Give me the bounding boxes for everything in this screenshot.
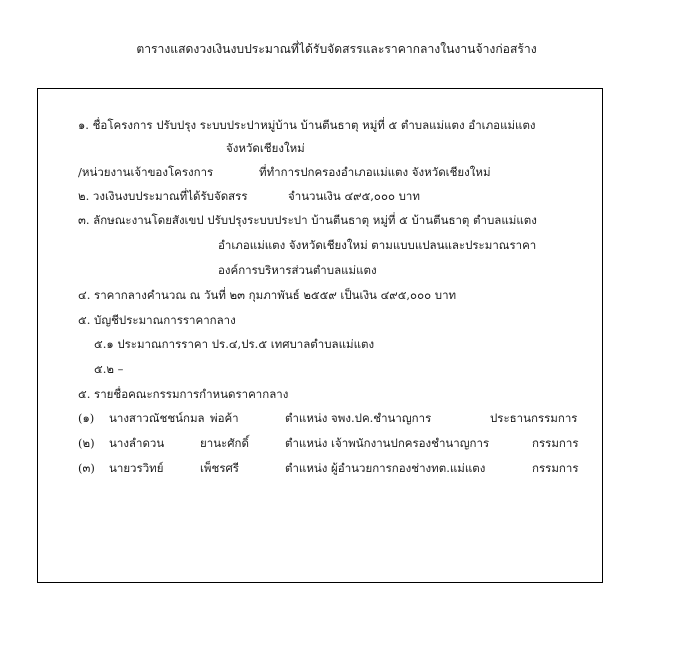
member-first-name: นางลำดวน — [109, 436, 165, 450]
member-number: (๒) — [78, 436, 95, 450]
agency-value: ที่ทำการปกครองอำเภอแม่แตง จังหวัดเชียงใหม่ — [259, 165, 491, 179]
project-name-line1: ๑. ชื่อโครงการ ปรับปรุง ระบบประปาหมู่บ้าน บ้านตีนธาตุ หมู่ที่ ๕ ตำบลแม่แตง อำเภอแม่แตง — [78, 118, 536, 132]
member-last-name: เพ็ชรศรี — [200, 461, 239, 475]
document-title: ตารางแสดงวงเงินงบประมาณที่ได้รับจัดสรรและราคากลางในงานจ้างก่อสร้าง — [136, 42, 537, 56]
member-last-name: ยานะศักดิ์ — [200, 436, 249, 450]
member-position: ตำแหน่ง ผู้อำนวยการกองช่างทต.แม่แตง — [285, 461, 486, 475]
median-price-line: ๔. ราคากลางคำนวณ ณ วันที่ ๒๓ กุมภาพันธ์ ๒๕๕๙ เป็นเงิน ๔๙๕,๐๐๐ บาท — [78, 288, 457, 302]
content-frame — [37, 88, 603, 583]
member-number: (๑) — [78, 411, 95, 425]
member-position: ตำแหน่ง เจ้าพนักงานปกครองชำนาญการ — [285, 436, 490, 450]
budget-value: จำนวนเงิน ๔๙๕,๐๐๐ บาท — [288, 189, 420, 203]
work-description-line3: องค์การบริหารส่วนตำบลแม่แตง — [218, 263, 377, 277]
work-description-line1: ๓. ลักษณะงานโดยสังเขป ปรับปรุงระบบประปา บ้านตีนธาตุ หมู่ที่ ๕ บ้านตีนธาตุ ตำบลแม่แตง — [78, 213, 537, 227]
project-name-line2: จังหวัดเชียงใหม่ — [226, 141, 305, 155]
member-number: (๓) — [78, 461, 95, 475]
member-role: กรรมการ — [532, 461, 579, 475]
member-last-name: พ่อค้า — [210, 411, 239, 425]
member-role: ประธานกรรมการ — [490, 411, 578, 425]
work-description-line2: อำเภอแม่แตง จังหวัดเชียงใหม่ ตามแบบแปลนและประมาณราคา — [218, 238, 537, 252]
budget-label: ๒. วงเงินงบประมาณที่ได้รับจัดสรร — [78, 189, 248, 203]
member-first-name: นายวรวิทย์ — [109, 461, 164, 475]
committee-heading: ๕. รายชื่อคณะกรรมการกำหนดราคากลาง — [78, 387, 289, 401]
member-position: ตำแหน่ง จพง.ปค.ชำนาญการ — [285, 411, 432, 425]
estimate-sub1: ๕.๑ ประมาณการราคา ปร.๔,ปร.๕ เทศบาลตำบลแม่แตง — [94, 337, 375, 351]
estimate-heading: ๕. บัญชีประมาณการราคากลาง — [78, 313, 236, 327]
member-first-name: นางสาวณัชชน์กมล — [109, 411, 205, 425]
estimate-sub2: ๕.๒ – — [94, 362, 124, 376]
agency-label: /หน่วยงานเจ้าของโครงการ — [78, 165, 214, 179]
member-role: กรรมการ — [532, 436, 579, 450]
